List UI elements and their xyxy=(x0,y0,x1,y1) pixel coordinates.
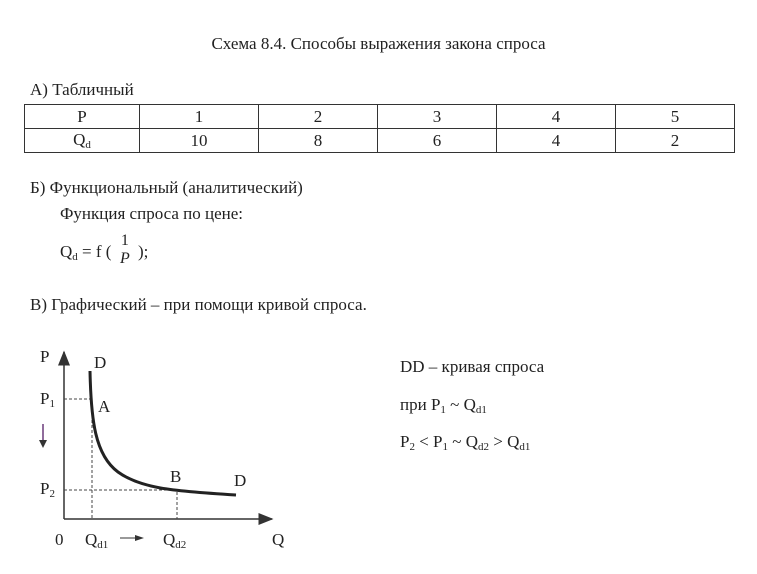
table-cell: 2 xyxy=(259,105,378,129)
table-cell: P xyxy=(25,105,140,129)
subscript: 1 xyxy=(49,398,55,410)
table-cell: 5 xyxy=(616,105,735,129)
subscript: d1 xyxy=(97,539,109,551)
formula-eq: = f ( xyxy=(82,242,112,261)
formula-lhs: Q xyxy=(60,242,73,261)
page-title: Схема 8.4. Способы выражения закона спроса xyxy=(211,34,546,53)
point-b-label: B xyxy=(170,467,182,486)
qd2-label xyxy=(163,530,186,551)
p: P xyxy=(40,389,50,408)
table-cell: 4 xyxy=(497,105,616,129)
text: > Q xyxy=(489,432,520,451)
subscript: 1 xyxy=(442,441,449,453)
d-bottom-label: D xyxy=(234,471,247,490)
legend-line-2 xyxy=(400,395,487,416)
text: при P xyxy=(400,395,441,414)
section-b-heading: Б) Функциональный (аналитический) xyxy=(30,178,303,197)
function-caption: Функция спроса по цене: xyxy=(60,204,244,223)
section-a-heading: А) Табличный xyxy=(30,80,134,99)
qd1-label xyxy=(85,530,108,551)
numerator: 1 xyxy=(120,232,129,249)
subscript: d xyxy=(85,139,91,151)
q: Q xyxy=(85,530,98,549)
p1-label xyxy=(40,389,55,410)
origin-label: 0 xyxy=(55,530,64,549)
table-cell: 6 xyxy=(378,129,497,153)
table-cell: 10 xyxy=(140,129,259,153)
text: < P xyxy=(414,432,443,451)
subscript: d2 xyxy=(175,539,187,551)
label: Q xyxy=(73,130,86,149)
denominator: P xyxy=(120,250,130,267)
text: P xyxy=(400,432,410,451)
arrow-head-icon xyxy=(39,440,47,448)
table-cell: 1 xyxy=(140,105,259,129)
text: ~ Q xyxy=(445,395,476,414)
formula-close: ); xyxy=(138,242,149,261)
d-top-label: D xyxy=(94,353,107,372)
p2-label xyxy=(40,479,55,500)
y-axis-label: P xyxy=(40,347,50,366)
table-cell: 3 xyxy=(378,105,497,129)
subscript: d2 xyxy=(478,441,489,453)
p: P xyxy=(40,479,50,498)
q: Q xyxy=(163,530,176,549)
demand-curve xyxy=(90,371,236,495)
point-a-label: A xyxy=(98,397,111,416)
subscript: 1 xyxy=(440,404,446,416)
section-c-heading: В) Графический – при помощи кривой спроса. xyxy=(30,295,367,314)
subscript: 2 xyxy=(49,488,55,500)
legend-line-3 xyxy=(400,432,530,453)
x-axis-label: Q xyxy=(272,530,285,549)
text: ~ Q xyxy=(448,432,478,451)
subscript: d1 xyxy=(519,441,531,453)
table-cell: 4 xyxy=(497,129,616,153)
subscript: d1 xyxy=(475,404,487,416)
subscript: d xyxy=(72,251,78,263)
table-cell: 2 xyxy=(616,129,735,153)
table-cell: 8 xyxy=(259,129,378,153)
arrow-head-icon xyxy=(135,535,144,541)
legend-line-1: DD – кривая спроса xyxy=(400,357,545,376)
subscript: 2 xyxy=(409,441,415,453)
